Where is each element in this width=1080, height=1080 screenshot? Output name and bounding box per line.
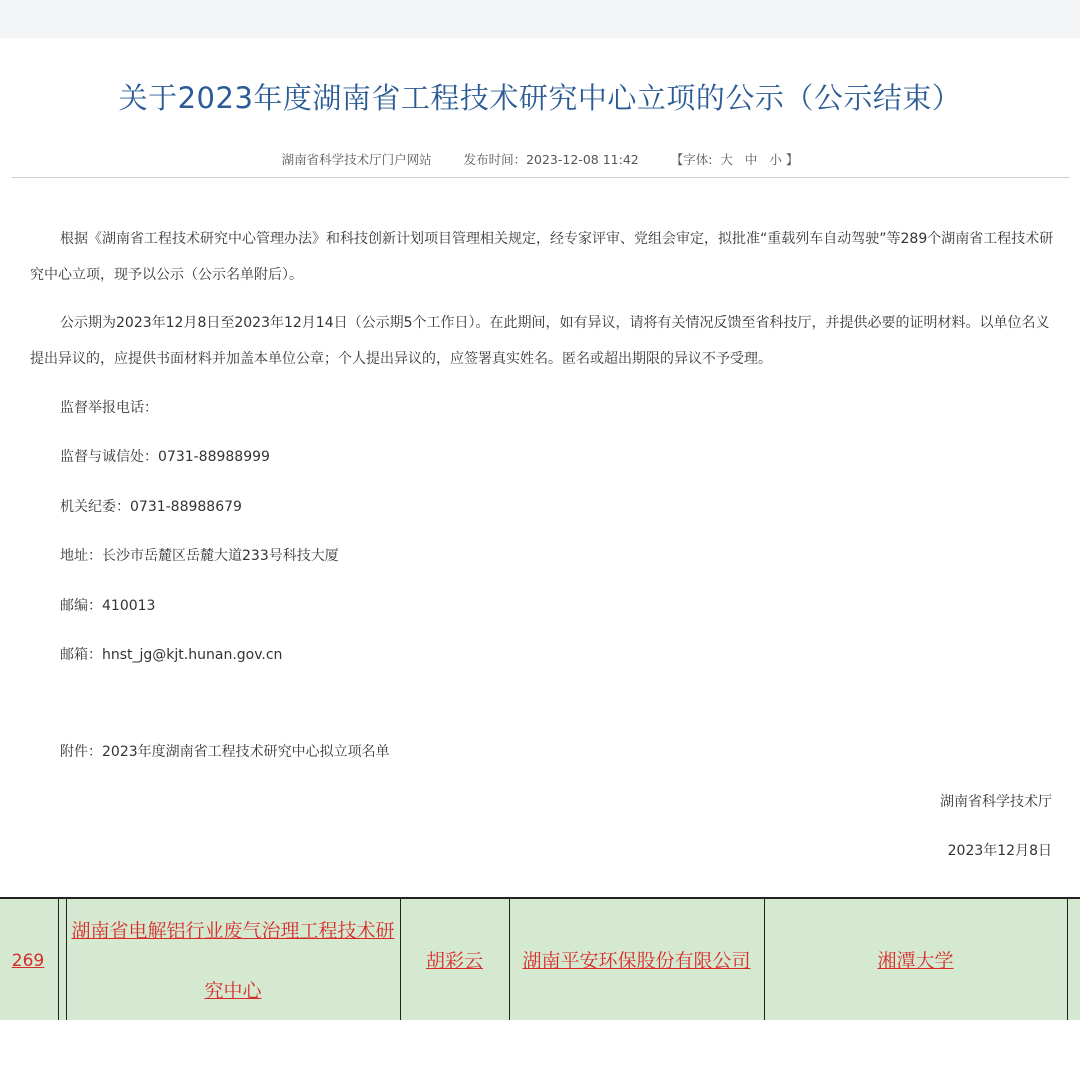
- font-size-close: 】: [785, 152, 799, 167]
- publish-time-value: 2023-12-08 11:42: [526, 152, 639, 167]
- source-label: 湖南省科学技术厅门户网站: [281, 152, 432, 167]
- row-company[interactable]: 湖南平安环保股份有限公司: [522, 949, 751, 972]
- attachment-link[interactable]: 附件：2023年度湖南省工程技术研究中心拟立项名单: [60, 744, 390, 760]
- table-border: [58, 899, 59, 1022]
- font-size-control: [671, 152, 799, 167]
- contact-postcode: 邮编：410013: [60, 598, 156, 614]
- header-divider: [12, 177, 1070, 178]
- table-border: [400, 899, 401, 1022]
- contact-email: 邮箱：hnst_jg@kjt.hunan.gov.cn: [60, 647, 283, 663]
- paragraph-2: 公示期为2023年12月8日至2023年12月14日（公示期5个工作日）。在此期间，如有异议，请将有关情况反馈至省科技厅，并提供必要的证明材料。以单位名义提出异议的，应提供书面材料并加盖本单位公章；个人提出异议的，应签署真实姓名。匿名或超出期限的异议不予受理。: [30, 315, 1050, 367]
- table-border: [764, 899, 765, 1022]
- bottom-area: [0, 1020, 1080, 1080]
- table-border: [1067, 899, 1068, 1022]
- page-title: 关于2023年度湖南省工程技术研究中心立项的公示（公示结束）: [118, 81, 962, 115]
- row-person[interactable]: 胡彩云: [425, 949, 483, 972]
- table-border: [509, 899, 510, 1022]
- contact-heading: 监督举报电话：: [60, 400, 158, 416]
- font-large-button[interactable]: 大: [720, 152, 733, 167]
- article-meta: [0, 150, 1080, 168]
- publish-label: 发布时间：: [463, 152, 527, 167]
- font-small-button[interactable]: 小: [769, 152, 782, 167]
- signature-date: 2023年12月8日: [947, 843, 1052, 859]
- row-partner[interactable]: 湘潭大学: [877, 949, 954, 972]
- row-index[interactable]: 269: [11, 950, 45, 971]
- contact-address: 地址：长沙市岳麓区岳麓大道233号科技大厦: [60, 548, 339, 564]
- table-border: [66, 899, 67, 1022]
- list-table-row: [0, 897, 1080, 1022]
- top-strip: [0, 0, 1080, 38]
- contact-discipline: 机关纪委：0731-88988679: [60, 499, 242, 515]
- publish-time: [464, 152, 639, 167]
- font-size-label: 【字体:: [670, 152, 713, 167]
- font-medium-button[interactable]: 中: [744, 152, 758, 167]
- contact-supervision: 监督与诚信处：0731-88988999: [60, 449, 270, 465]
- paragraph-1: 根据《湖南省工程技术研究中心管理办法》和科技创新计划项目管理相关规定，经专家评审、党组会审定，拟批准“重载列车自动驾驶”等289个湖南省工程技术研究中心立项，现予以公示（公示名单附后）。: [30, 231, 1054, 283]
- signature-org: 湖南省科学技术厅: [940, 794, 1052, 810]
- row-center-name[interactable]: 湖南省电解铝行业废气治理工程技术研究中心: [71, 919, 395, 1002]
